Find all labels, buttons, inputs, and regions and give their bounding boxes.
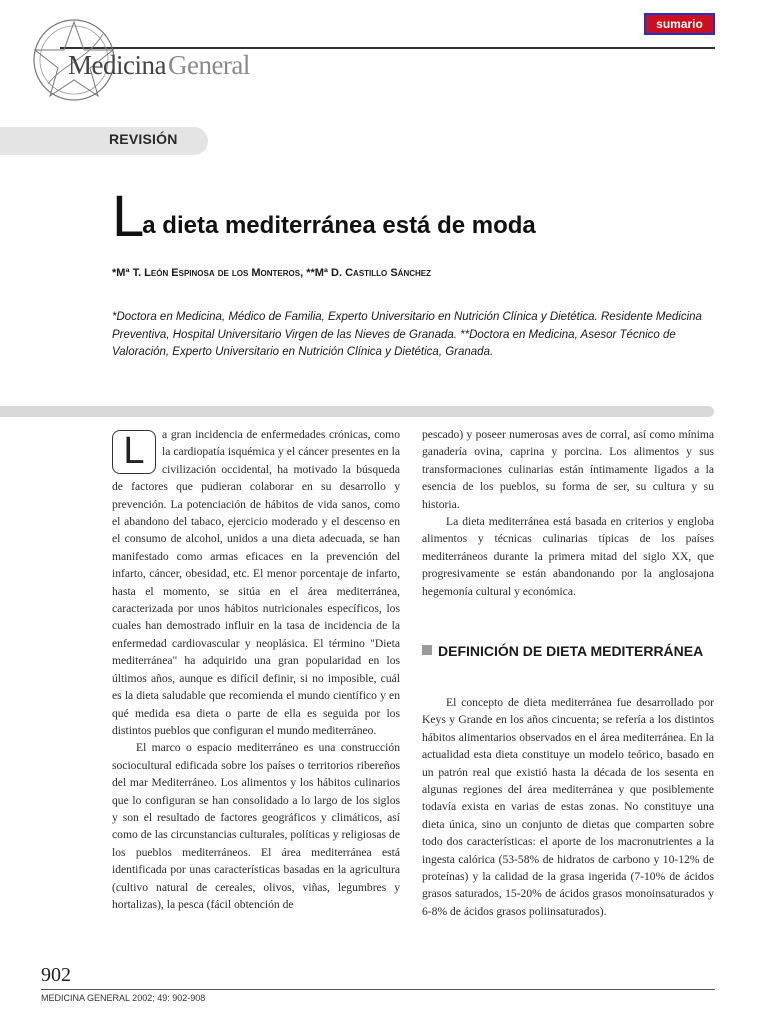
paragraph: El concepto de dieta mediterránea fue desarrollado por Keys y Grande en los años cincuenta; se refería a los distintos hábitos alimentarios observados en el área mediterránea. En la actualidad esta dieta constituye un modelo teórico, basado en un patrón real que existió hasta la década de los sesenta en algunas regiones del área mediterránea y que posiblemente todavía exista en varias de estas zonas. No constituye una dieta única, sino un conjunto de dietas que comparten sobre todo dos características: el aporte de los macronutrientes a la ingesta calórica (53-58% de hidratos de carbono y 10-12% de proteínas) y la calidad de la grasa ingerida (7-10% de ácidos grasos saturados, 15-20% de ácidos grasos monoinsaturados y 6-8% de ácidos grasos poliinsaturados). [422,696,714,918]
top-rule [60,47,715,49]
paragraph: La dieta mediterránea está basada en criterios y engloba alimentos y técnicas culinarias típicas de los países mediterráneos durante la primera mitad del siglo XX, que progresivamente se están abandonando por la anglosajona hegemonía cultural y económica. [422,515,714,598]
paragraph: El marco o espacio mediterráneo es una construcción sociocultural edificada sobre los países o territorios ribereños del mar Mediterráneo. Los alimentos y los hábitos culinarios que lo configuran se han consolidado a lo largo de los siglos y son el resultado de factores geográficos y climáticos, así como de las circunstancias culturales, políticas y religiosas de los pueblos mediterráneos. El área mediterránea está identificada por unas características basadas en la agricultura (cultivo natural de cereales, olivos, viñas, legumbres y hortalizas), la pesca (fácil obtención de [112,741,400,911]
title-text: a dieta mediterránea está de moda [142,212,536,239]
body-right-column-top [422,426,714,600]
sumario-button[interactable]: sumario [644,13,715,35]
authors: *Mª T. León Espinosa de los Monteros, **Mª D. Castillo Sánchez [112,267,431,279]
paragraph: pescado) y poseer numerosas aves de corral, así como mínima ganadería ovina, caprina y porcina. Los alimentos y sus transformaciones culinarias están íntimamente ligados a la esencia de los pueblos, su forma de ser, su cultura y su historia. [422,428,714,511]
section-subheading [422,642,714,660]
logo-general: General [167,50,250,80]
paragraph: a gran incidencia de enfermedades crónicas, como la cardiopatía isquémica y el cáncer presentes en la civilización occidental, ha motivado la búsqueda de factores que pudieran colaborar en su desarrollo y prevención. La potenciación de hábitos de vida sanos, como el abandono del tabaco, ejercicio moderado y el descenso en el consumo de alcohol, unidos a una dieta adecuada, se han manifestado como armas eficaces en la prevención del infarto, cáncer, obesidad, etc. El menor porcentaje de infarto, hasta el momento, se sitúa en el área mediterránea, caracterizada por unos hábitos nutricionales específicos, los cuales han demostrado influir en la tasa de incidencia de la enfermedad cardiovascular y neoplásica. El término "Dieta mediterránea" ha adquirido una gran popularidad en los últimos años, aunque es difícil definir, si no imposible, cuál es la dieta saludable que recomienda el mundo científico y en qué medida esa dieta o parte de ella es seguida por los distintos pueblos que configuran el mundo mediterráneo. [112,428,400,737]
body-left-column [112,426,400,913]
body-right-column-bottom [422,694,714,920]
logo-medicina: Medicina [68,50,166,80]
subheading-text: DEFINICIÓN DE DIETA MEDITERRÁNEA [438,643,704,659]
title-initial: L [112,184,145,249]
bullet-square-icon [422,645,432,655]
journal-logo-text [68,50,250,81]
section-label: REVISIÓN [109,131,178,147]
bottom-rule [41,989,715,990]
page-number: 902 [41,964,71,986]
footer-citation: MEDICINA GENERAL 2002; 49: 902-908 [41,993,206,1003]
affiliations: *Doctora en Medicina, Médico de Familia, Experto Universitario en Nutrición Clínica y Dietética. Residente Medicina Preventiva, Hospital Universitario Virgen de las Nieves de Granada. **Doctora en Medicina, Asesor Técnico de Valoración, Experto Universitario en Nutrición Clínica y Dietética, Granada. [112,311,702,358]
drop-cap: L [112,430,156,474]
article-title [112,184,536,249]
body-divider-band [0,406,714,417]
